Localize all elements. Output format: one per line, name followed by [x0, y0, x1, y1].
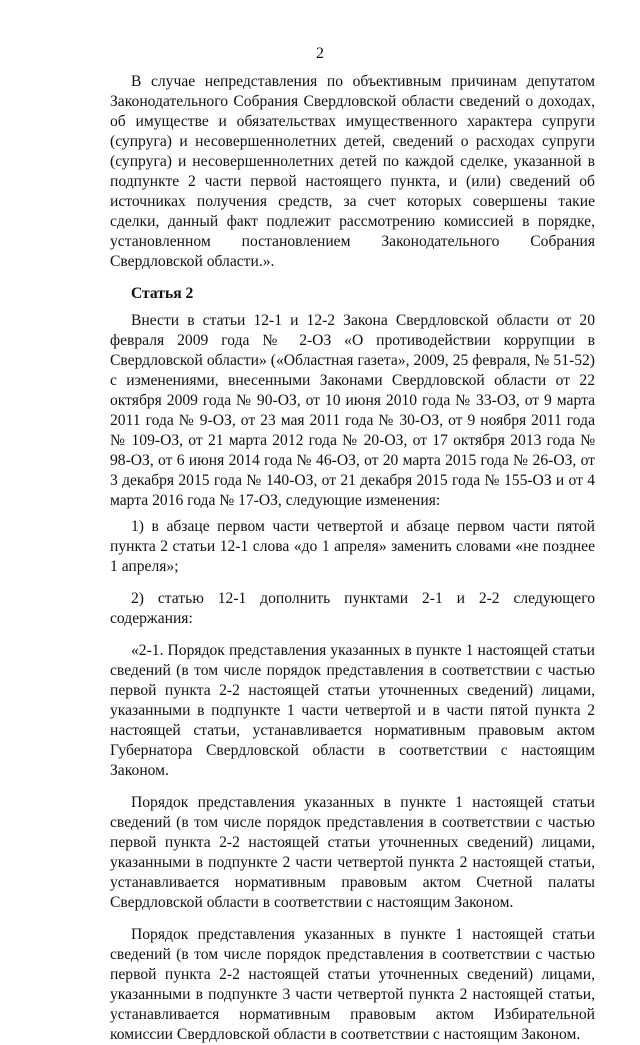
paragraph-amendment-1: 1) в абзаце первом части четвертой и абзаце первом части пятой пункта 2 статьи 12-1 слова «до 1 апреля» заменить словами «не позднее 1 апреля»; [110, 518, 595, 575]
paragraph-clause-2-1: «2-1. Порядок представления указанных в пункте 1 настоящей статьи сведений (в том числе порядок представления в соответствии с частью первой пункта 2-2 настоящей статьи уточненных сведений) лицами, указанными в подпункте 1 части четвертой и в части пятой пункта 2 настоящей статьи, устанавливается нормативным правовым актом Губернатора Свердловской области в соответствии с настоящим Законом. [110, 642, 595, 779]
paragraph-amendment-2: 2) статью 12-1 дополнить пунктами 2-1 и 2-2 следующего содержания: [110, 590, 595, 627]
document-body [110, 72, 595, 1045]
paragraph-clause-2-1-accounts-chamber: Порядок представления указанных в пункте 1 настоящей статьи сведений (в том числе порядок представления в соответствии с частью первой пункта 2-2 настоящей статьи уточненных сведений) лицами, указанными в подпункте 2 части четвертой пункта 2 настоящей статьи, устанавливается нормативным правовым актом Счетной палаты Свердловской области в соответствии с настоящим Законом. [110, 794, 595, 911]
page-number: 2 [316, 45, 324, 62]
paragraph-clause-2-1-election-commission: Порядок представления указанных в пункте 1 настоящей статьи сведений (в том числе порядок представления в соответствии с частью первой пункта 2-2 настоящей статьи уточненных сведений) лицами, указанными в подпункте 3 части четвертой пункта 2 настоящей статьи, устанавливается нормативным правовым актом Избирательной комиссии Свердловской области в соответствии с настоящим Законом. [110, 926, 595, 1043]
article-heading: Статья 2 [131, 285, 194, 302]
paragraph-amendments-intro: Внести в статьи 12-1 и 12-2 Закона Свердловской области от 20 февраля 2009 года № 2-ОЗ «О противодействии коррупции в Свердловской области» («Областная газета», 2009, 25 февраля, № 51-52) с изменениями, внесенными Законами Свердловской области от 22 октября 2009 года № 90-ОЗ, от 10 июня 2010 года № 33-ОЗ, от 9 марта 2011 года № 9-ОЗ, от 23 мая 2011 года № 30-ОЗ, от 9 ноября 2011 года № 109-ОЗ, от 21 марта 2012 года № 20-ОЗ, от 17 октября 2013 года № 98-ОЗ, от 6 июня 2014 года № 46-ОЗ, от 20 марта 2015 года № 26-ОЗ, от 3 декабря 2015 года № 140-ОЗ, от 21 декабря 2015 года № 155-ОЗ и от 4 марта 2016 года № 17-ОЗ, следующие изменения: [110, 312, 595, 509]
paragraph-absence-of-information: В случае непредставления по объективным причинам депутатом Законодательного Собрания Свердловской области сведений о доходах, об имуществе и обязательствах имущественного характера супруги (супруга) и несовершеннолетних детей, сведений о расходах супруги (супруга) и несовершеннолетних детей по каждой сделке, указанной в подпункте 2 части первой настоящего пункта, и (или) сведений об источниках получения средств, за счет которых совершены такие сделки, данный факт подлежит рассмотрению комиссией в порядке, установленном постановлением Законодательного Собрания Свердловской области.». [110, 73, 595, 270]
